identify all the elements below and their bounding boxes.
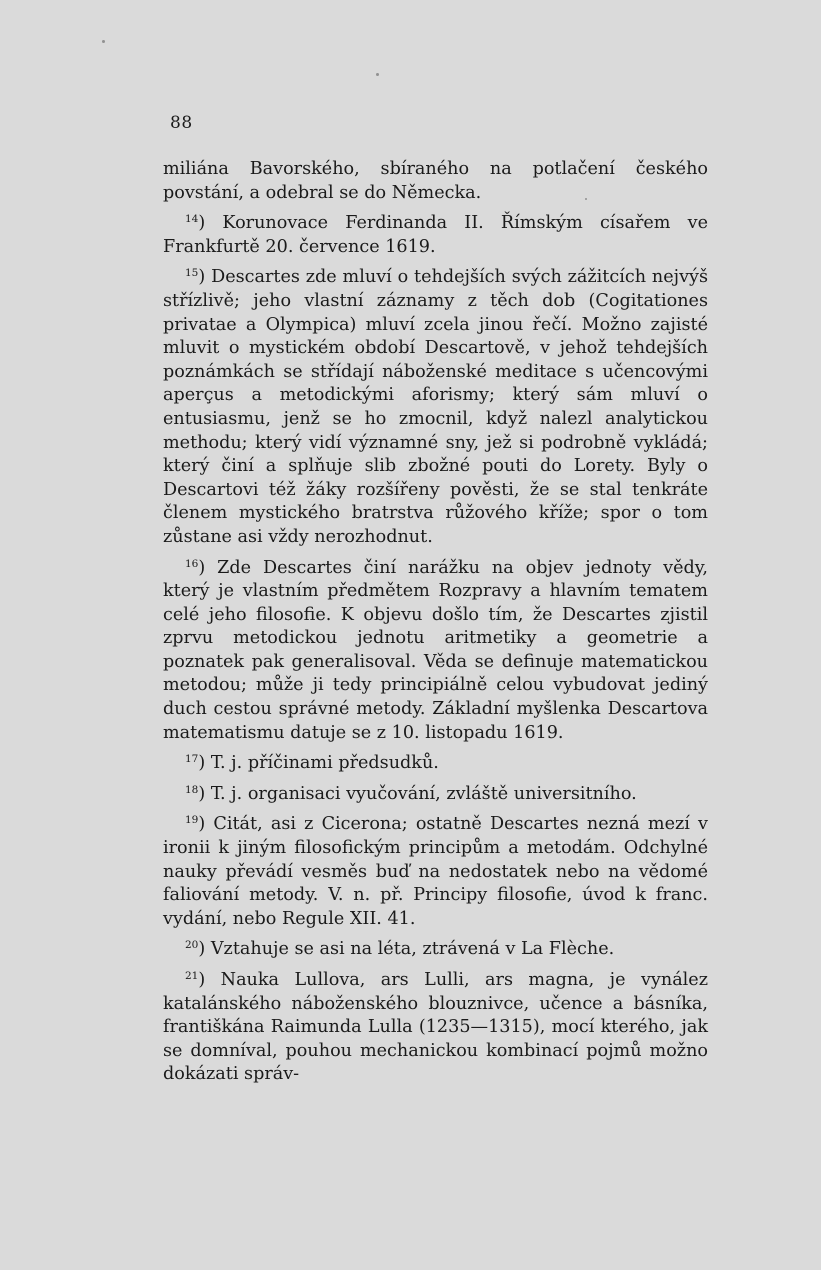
footnote-marker: 14 (185, 213, 199, 226)
footnote-marker: 20 (185, 939, 199, 952)
footnote-marker: 15 (185, 267, 199, 280)
footnote-text: Zde Descartes činí narážku na objev jednoty vědy, který je vlastním předmětem Rozpravy a hlavním tematem celé jeho filosofie. K objevu došlo tím, že Descartes zjistil zprvu metodickou jednotu aritmetiky a geometrie a poznatek pak generalisoval. Věda se definuje matematickou metodou; může ji tedy principiálně celou vybudovat jediný duch cestou správné metody. Základní myšlenka Descartova matematismu datuje se z 10. listopadu 1619. (163, 557, 708, 743)
footnotes-text (163, 158, 708, 1094)
footnote-14: $^{14}$) Korunovace Ferdinanda II. Římským císařem ve Frankfurtě 20. července 1619. (163, 213, 708, 257)
footnote-marker: 16 (185, 557, 199, 570)
scan-speck (102, 40, 105, 43)
continued-note-text: miliána Bavorského, sbíraného na potlačení českého povstání, a odebral se do Německa. (163, 159, 708, 203)
footnote-text: Korunovace Ferdinanda II. Římským císařem ve Frankfurtě 20. července 1619. (163, 213, 708, 257)
footnote-16: $^{16}$) Zde Descartes činí narážku na objev jednoty vědy, který je vlastním předmětem Rozpravy a hlavním tematem celé jeho filosofie. K objevu došlo tím, že Descartes zjistil zprvu metodickou jednotu aritmetiky a geometrie a poznatek pak generalisoval. Věda se definuje matematickou metodou; může ji tedy principiálně celou vybudovat jediný duch cestou správné metody. Základní myšlenka Descartova matematismu datuje se z 10. listopadu 1619. (163, 557, 708, 743)
footnote-text: T. j. příčinami předsudků. (210, 753, 439, 774)
footnote-text: Vztahuje se asi na léta, ztrávená v La Flèche. (210, 939, 615, 960)
footnote-marker: 21 (185, 970, 199, 983)
footnote-marker: 18 (185, 784, 199, 797)
footnote-15: $^{15}$) Descartes zde mluví o tehdejších svých zážitcích nejvýš střízlivě; jeho vlastní záznamy z těch dob (Cogitationes privatae a Olympica) mluví zcela jinou řečí. Možno zajisté mluvit o mystickém období Descartově, v jehož tehdejších poznámkách se střídají náboženské meditace s učencovými aperçus a metodickými aforismy; který sám mluví o entusiasmu, jenž se ho zmocnil, když nalezl analytickou methodu; který vidí významné sny, jež si podrobně vykládá; který činí a splňuje slib zbožné pouti do Lorety. Byly o Descartovi též žáky rozšířeny pověsti, že se stal tenkráte členem mystického bratrstva růžového kříže; spor o tom zůstane asi vždy nerozhodnut. (163, 267, 708, 547)
page-number: 88 (170, 113, 193, 133)
scan-speck (376, 73, 379, 76)
footnote-marker: 17 (185, 753, 199, 766)
footnote-17: $^{17}$) T. j. příčinami předsudků. (185, 753, 439, 774)
footnote-text: Nauka Lullova, ars Lulli, ars magna, je vynález katalánského náboženského blouznivce, učence a básníka, františkána Raimunda Lulla (1235—1315), mocí kterého, jak se domníval, pouhou mechanickou kombinací pojmů možno dokázati správ- (163, 970, 708, 1085)
footnote-text: T. j. organisaci vyučování, zvláště universitního. (210, 783, 637, 804)
footnote-20: $^{20}$) Vztahuje se asi na léta, ztrávená v La Flèche. (185, 939, 615, 960)
footnote-text: Citát, asi z Cicerona; ostatně Descartes nezná mezí v ironii k jiným filosofickým principům a metodám. Odchylné nauky převádí vesměs buď na nedostatek nebo na vědomé faliování metody. V. n. př. Principy filosofie, úvod k franc. vydání, nebo Regule XII. 41. (163, 814, 708, 929)
footnote-19: $^{19}$) Citát, asi z Cicerona; ostatně Descartes nezná mezí v ironii k jiným filosofickým principům a metodám. Odchylné nauky převádí vesměs buď na nedostatek nebo na vědomé faliování metody. V. n. př. Principy filosofie, úvod k franc. vydání, nebo Regule XII. 41. (163, 814, 708, 929)
footnote-text: Descartes zde mluví o tehdejších svých zážitcích nejvýš střízlivě; jeho vlastní záznamy z těch dob (Cogitationes privatae a Olympica) mluví zcela jinou řečí. Možno zajisté mluvit o mystickém období Descartově, v jehož tehdejších poznámkách se střídají náboženské meditace s učencovými aperçus a metodickými aforismy; který sám mluví o entusiasmu, jenž se ho zmocnil, když nalezl analytickou methodu; který vidí významné sny, jež si podrobně vykládá; který činí a splňuje slib zbožné pouti do Lorety. Byly o Descartovi též žáky rozšířeny pověsti, že se stal tenkráte členem mystického bratrstva růžového kříže; spor o tom zůstane asi vždy nerozhodnut. (163, 267, 708, 547)
footnote-marker: 19 (185, 814, 199, 827)
footnote-21: $^{21}$) Nauka Lullova, ars Lulli, ars magna, je vynález katalánského náboženského blouznivce, učence a básníka, františkána Raimunda Lulla (1235—1315), mocí kterého, jak se domníval, pouhou mechanickou kombinací pojmů možno dokázati správ- (163, 970, 708, 1085)
footnote-18: $^{18}$) T. j. organisaci vyučování, zvláště universitního. (185, 783, 637, 804)
